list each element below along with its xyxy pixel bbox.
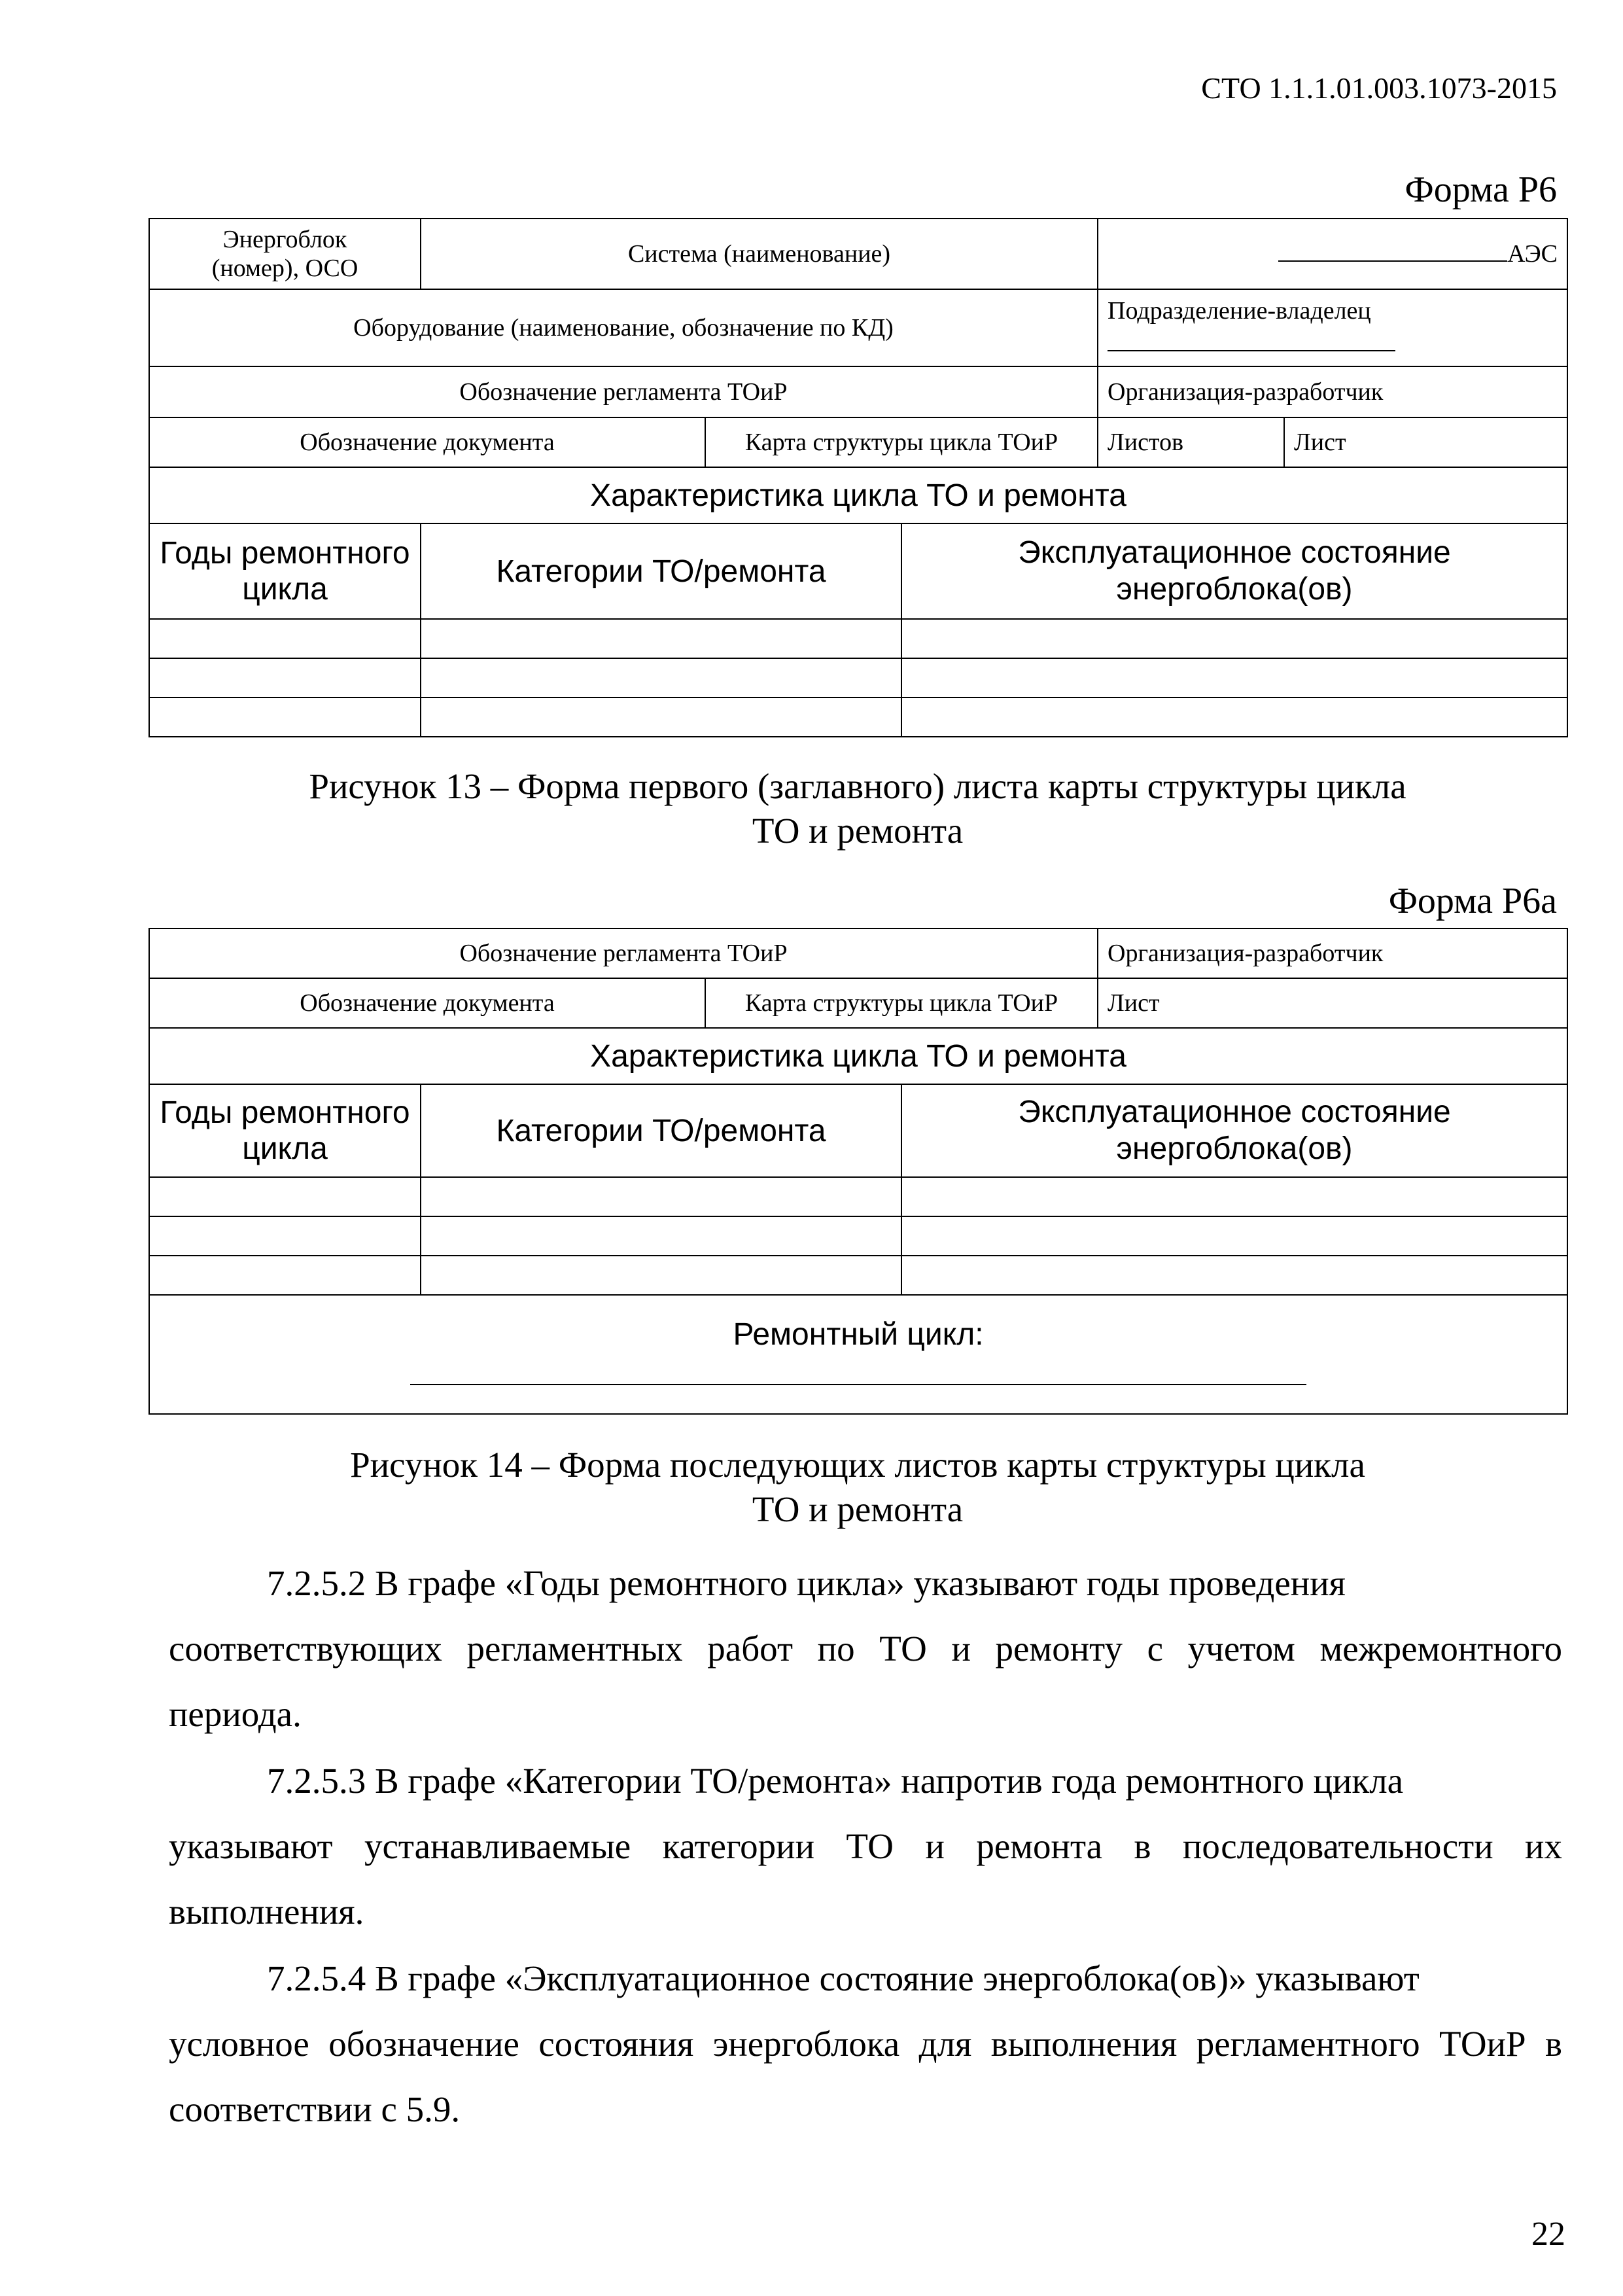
repair-cycle-label: Ремонтный цикл: (733, 1316, 984, 1352)
developer-cell (1098, 928, 1567, 978)
map-label: Карта структуры цикла ТОиР (744, 989, 1058, 1017)
empty-cell (901, 1256, 1567, 1295)
npp-label: АЭС (1507, 240, 1558, 268)
doc-designation-label: Обозначение документа (300, 429, 555, 456)
table-row (149, 698, 1567, 737)
unit-cell (149, 219, 421, 289)
empty-cell (901, 619, 1567, 658)
unit-label-line-1: Энергоблок (222, 226, 347, 253)
map-cell (705, 417, 1098, 467)
table-row (149, 1256, 1567, 1295)
page-number: 22 (1531, 2216, 1565, 2253)
regulation-cell (149, 928, 1098, 978)
doc-designation-label: Обозначение документа (300, 989, 555, 1017)
sheets-cell (1098, 417, 1284, 467)
form-label: Форма Р6 (1405, 169, 1557, 210)
empty-cell (901, 658, 1567, 698)
system-cell (421, 219, 1098, 289)
paragraph-rest: указывают устанавливаемые категории ТО и ремонта в последовательности их выполнения. (169, 1826, 1562, 1932)
characteristic-title: Характеристика цикла ТО и ремонта (590, 1038, 1126, 1074)
form-p6a-table (148, 928, 1568, 1415)
col-categories-header (421, 1084, 901, 1177)
paragraph-rest: условное обозначение состояния энергоблока для выполнения регламентного ТОиР в соответствии с 5.9. (169, 2024, 1562, 2129)
empty-cell (901, 1216, 1567, 1256)
npp-blank-line (1278, 260, 1507, 262)
owner-blank-line (1108, 325, 1395, 351)
paragraph-first-line: 7.2.5.3 В графе «Категории ТО/ремонта» напротив года ремонтного цикла (267, 1761, 1404, 1801)
equipment-label: Оборудование (наименование, обозначение по КД) (353, 314, 894, 342)
empty-cell (421, 619, 901, 658)
col-categories-label: Категории ТО/ремонта (496, 554, 826, 589)
col-categories-label: Категории ТО/ремонта (496, 1113, 826, 1148)
doc-designation-cell (149, 417, 705, 467)
regulation-label: Обозначение регламента ТОиР (459, 940, 788, 967)
regulation-label: Обозначение регламента ТОиР (459, 378, 788, 406)
paragraph-7-2-5-2 (169, 1551, 1562, 1747)
caption-line: Рисунок 13 – Форма первого (заглавного) листа карты структуры цикла (309, 766, 1406, 806)
unit-label-line-2: (номер), ОСО (211, 255, 358, 282)
col-years-header (149, 1084, 421, 1177)
col-state-header (901, 523, 1567, 619)
figure-13-caption (148, 764, 1567, 853)
repair-cycle-cell (149, 1295, 1567, 1414)
sheet-cell (1284, 417, 1567, 467)
empty-cell (149, 698, 421, 737)
table-row (149, 658, 1567, 698)
sheet-label: Лист (1108, 989, 1160, 1017)
empty-cell (421, 658, 901, 698)
col-state-label-line-2: энергоблока(ов) (1116, 1131, 1353, 1166)
characteristic-title-cell (149, 1028, 1567, 1084)
repair-cycle-blank-line (410, 1352, 1306, 1385)
system-label: Система (наименование) (627, 240, 891, 268)
empty-cell (421, 1177, 901, 1216)
col-categories-header (421, 523, 901, 619)
map-cell (705, 978, 1098, 1028)
empty-cell (421, 698, 901, 737)
empty-cell (901, 698, 1567, 737)
empty-cell (149, 1256, 421, 1295)
caption-line: ТО и ремонта (752, 1489, 964, 1529)
col-years-label: Годы ремонтного цикла (160, 1095, 410, 1166)
empty-cell (149, 658, 421, 698)
col-years-label: Годы ремонтного цикла (160, 536, 410, 607)
form-p6-table (148, 218, 1568, 737)
table-row (149, 1216, 1567, 1256)
sheet-cell (1098, 978, 1567, 1028)
owner-label: Подразделение-владелец (1108, 297, 1371, 325)
equipment-cell (149, 289, 1098, 366)
col-state-header (901, 1084, 1567, 1177)
empty-cell (421, 1256, 901, 1295)
sheet-label: Лист (1294, 429, 1346, 456)
form-label: Форма Р6а (1388, 881, 1557, 921)
doc-designation-cell (149, 978, 705, 1028)
col-state-label-line-1: Эксплуатационное состояние (1018, 535, 1451, 570)
col-state-label-line-1: Эксплуатационное состояние (1018, 1095, 1451, 1129)
owner-cell (1098, 289, 1567, 366)
empty-cell (421, 1216, 901, 1256)
document-code: СТО 1.1.1.01.003.1073-2015 (1201, 71, 1557, 105)
paragraph-rest: соответствующих регламентных работ по ТО и ремонту с учетом межремонтного периода. (169, 1629, 1562, 1734)
table-row (149, 1177, 1567, 1216)
paragraph-7-2-5-3 (169, 1748, 1562, 1945)
paragraph-7-2-5-4 (169, 1946, 1562, 2142)
empty-cell (149, 619, 421, 658)
regulation-cell (149, 366, 1098, 417)
developer-label: Организация-разработчик (1108, 940, 1384, 967)
col-state-label-line-2: энергоблока(ов) (1116, 572, 1353, 607)
characteristic-title-cell (149, 467, 1567, 523)
npp-cell (1098, 219, 1567, 289)
paragraph-first-line: 7.2.5.4 В графе «Эксплуатационное состояние энергоблока(ов)» указывают (267, 1958, 1420, 1998)
empty-cell (149, 1216, 421, 1256)
col-years-header (149, 523, 421, 619)
developer-cell (1098, 366, 1567, 417)
empty-cell (149, 1177, 421, 1216)
caption-line: Рисунок 14 – Форма последующих листов карты структуры цикла (350, 1445, 1365, 1485)
figure-14-caption (148, 1443, 1567, 1532)
characteristic-title: Характеристика цикла ТО и ремонта (590, 478, 1126, 513)
sheets-label: Листов (1108, 429, 1184, 456)
paragraph-first-line: 7.2.5.2 В графе «Годы ремонтного цикла» указывают годы проведения (267, 1563, 1346, 1603)
map-label: Карта структуры цикла ТОиР (744, 429, 1058, 456)
developer-label: Организация-разработчик (1108, 378, 1384, 406)
table-row (149, 619, 1567, 658)
empty-cell (901, 1177, 1567, 1216)
caption-line: ТО и ремонта (752, 811, 964, 851)
